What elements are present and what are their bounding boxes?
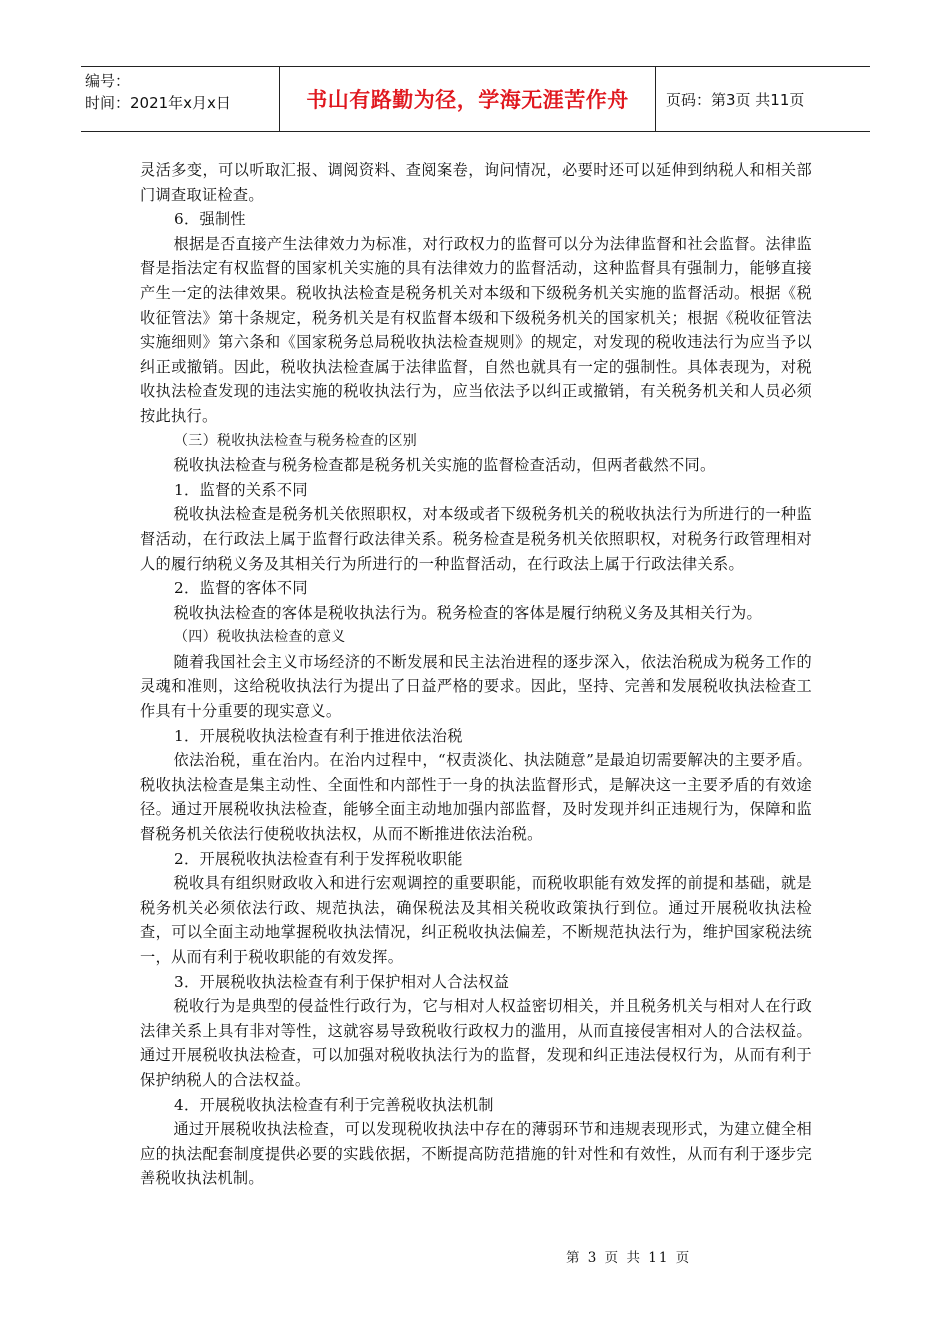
section-heading: 1．监督的关系不同 bbox=[174, 480, 308, 499]
page-header bbox=[81, 66, 870, 132]
paragraph: 随着我国社会主义市场经济的不断发展和民主法治进程的逐步深入，依法治税成为税务工作的灵魂和准则，这给税收执法行为提出了日益严格的要求。因此，坚持、完善和发展税收执法检查工作具有十分重要的现实意义。 bbox=[140, 652, 812, 721]
header-page-number: 页码：第3页 共11页 bbox=[666, 90, 805, 109]
section-heading: 6．强制性 bbox=[174, 210, 246, 229]
doc-time-label: 时间：2021年x月x日 bbox=[85, 94, 231, 112]
header-motto: 书山有路勤为径，学海无涯苦作舟 bbox=[280, 67, 656, 131]
section-heading: 4．开展税收执法检查有利于完善税收执法机制 bbox=[174, 1095, 494, 1114]
section-heading: 1．开展税收执法检查有利于推进依法治税 bbox=[174, 726, 463, 745]
page-footer: 第 3 页 共 11 页 bbox=[566, 1250, 692, 1266]
document-body bbox=[140, 158, 812, 1191]
section-heading: （四）税收执法检查的意义 bbox=[174, 629, 346, 646]
paragraph: 税收行为是典型的侵益性行政行为，它与相对人权益密切相关，并且税务机关与相对人在行政法律关系上具有非对等性，这就容易导致税收行政权力的滥用，从而直接侵害相对人的合法权益。通过开展税收执法检查，可以加强对税收执法行为的监督，发现和纠正违法侵权行为，从而有利于保护纳税人的合法权益。 bbox=[140, 997, 812, 1089]
paragraph: 灵活多变，可以听取汇报、调阅资料、查阅案卷，询问情况，必要时还可以延伸到纳税人和相关部门调查取证检查。 bbox=[140, 161, 812, 204]
header-meta bbox=[81, 67, 280, 131]
section-heading: 3．开展税收执法检查有利于保护相对人合法权益 bbox=[174, 972, 510, 991]
paragraph: 通过开展税收执法检查，可以发现税收执法中存在的薄弱环节和违规表现形式，为建立健全相应的执法配套制度提供必要的实践依据，不断提高防范措施的针对性和有效性，从而有利于逐步完善税收执法机制。 bbox=[140, 1120, 812, 1188]
paragraph: 税收执法检查的客体是税收执法行为。税务检查的客体是履行纳税义务及其相关行为。 bbox=[173, 603, 762, 622]
section-heading: 2．开展税收执法检查有利于发挥税收职能 bbox=[174, 849, 463, 868]
section-heading: （三）税收执法检查与税务检查的区别 bbox=[174, 432, 418, 449]
section-heading: 2．监督的客体不同 bbox=[174, 579, 308, 598]
paragraph: 税收执法检查与税务检查都是税务机关实施的监督检查活动，但两者截然不同。 bbox=[173, 456, 716, 475]
paragraph: 税收具有组织财政收入和进行宏观调控的重要职能，而税收职能有效发挥的前提和基础，就是税务机关必须依法行政、规范执法，确保税法及其相关税收政策执行到位。通过开展税收执法检查，可以全面主动地掌握税收执法情况，纠正税收执法偏差，不断规范执法行为，维护国家税法统一，从而有利于税收职能的有效发挥。 bbox=[140, 874, 812, 966]
paragraph: 依法治税，重在治内。在治内过程中，“权责淡化、执法随意”是最迫切需要解决的主要矛盾。税收执法检查是集主动性、全面性和内部性于一身的执法监督形式，是解决这一主要矛盾的有效途径。通过开展税收执法检查，能够全面主动地加强内部监督，及时发现并纠正违规行为，保障和监督税务机关依法行使税收执法权，从而不断推进依法治税。 bbox=[140, 751, 812, 844]
paragraph: 根据是否直接产生法律效力为标准，对行政权力的监督可以分为法律监督和社会监督。法律监督是指法定有权监督的国家机关实施的具有法律效力的监督活动，这种监督具有强制力，能够直接产生一定的法律效果。税收执法检查是税务机关对本级和下级税务机关实施的监督活动。根据《税收征管法》第十条规定，税务机关是有权监督本级和下级税务机关的国家机关；根据《税收征管法实施细则》第六条和《国家税务总局税收执法检查规则》的规定，对发现的税收违法行为应当予以纠正或撤销。因此，税收执法检查属于法律监督，自然也就具有一定的强制性。具体表现为，对税收执法检查发现的违法实施的税收执法行为，应当依法予以纠正或撤销，有关税务机关和人员必须按此执行。 bbox=[140, 234, 812, 425]
doc-number-label: 编号： bbox=[85, 72, 131, 90]
paragraph: 税收执法检查是税务机关依照职权，对本级或者下级税务机关的税收执法行为所进行的一种监督活动，在行政法上属于监督行政法律关系。税务检查是税务机关依照职权，对税务行政管理相对人的履行纳税义务及其相关行为所进行的一种监督活动，在行政法上属于行政法律关系。 bbox=[140, 505, 812, 573]
